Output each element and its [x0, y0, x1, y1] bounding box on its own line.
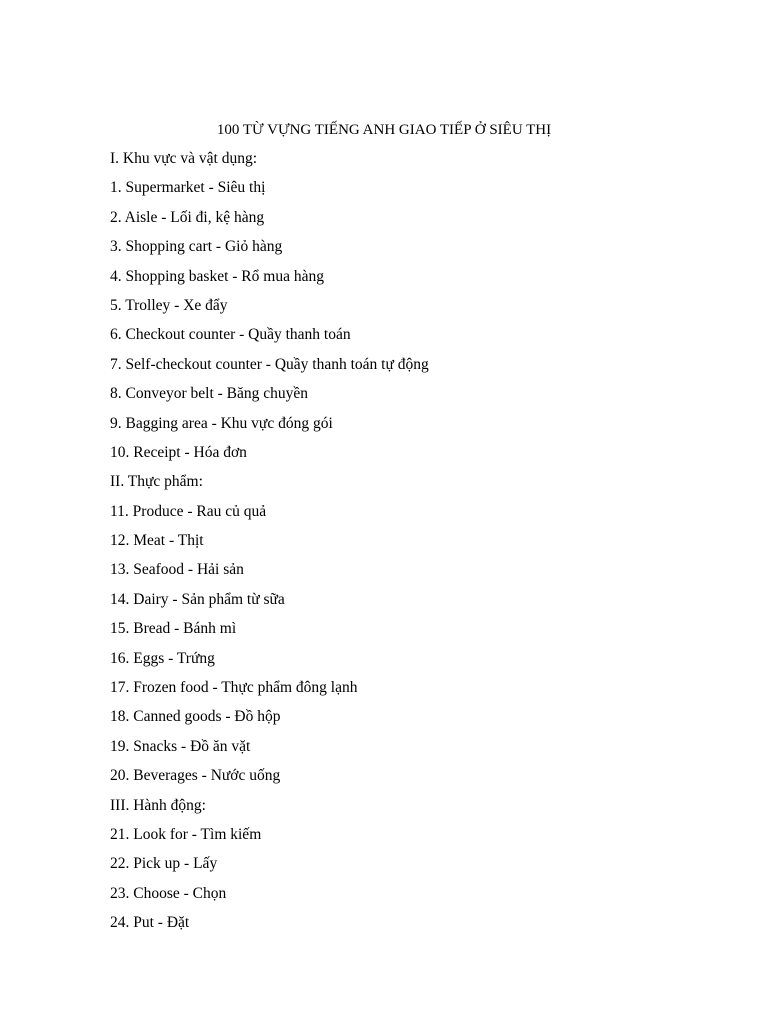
list-item: 18. Canned goods - Đồ hộp [110, 708, 281, 726]
list-item: 4. Shopping basket - Rổ mua hàng [110, 267, 324, 285]
list-item: 9. Bagging area - Khu vực đóng gói [110, 414, 333, 432]
list-item: 10. Receipt - Hóa đơn [110, 443, 247, 461]
document-title: 100 TỪ VỰNG TIẾNG ANH GIAO TIẾP Ở SIÊU THỊ [216, 122, 552, 138]
list-item: 5. Trolley - Xe đẩy [110, 296, 228, 314]
list-item: 16. Eggs - Trứng [110, 649, 215, 667]
list-item: 22. Pick up - Lấy [110, 855, 218, 873]
list-item: 6. Checkout counter - Quầy thanh toán [110, 326, 351, 344]
vocabulary-list [110, 149, 730, 943]
list-item: 1. Supermarket - Siêu thị [110, 179, 266, 197]
list-item: 8. Conveyor belt - Băng chuyền [110, 385, 309, 403]
section-heading: II. Thực phẩm: [110, 473, 203, 491]
section-heading: I. Khu vực và vật dụng: [110, 150, 258, 167]
list-item: 13. Seafood - Hải sản [110, 561, 244, 579]
list-item: 2. Aisle - Lối đi, kệ hàng [110, 208, 265, 226]
list-item: 15. Bread - Bánh mì [110, 620, 237, 638]
list-item: 20. Beverages - Nước uống [110, 767, 281, 785]
list-item: 12. Meat - Thịt [110, 532, 204, 550]
list-item: 23. Choose - Chọn [110, 884, 227, 902]
list-item: 19. Snacks - Đồ ăn vặt [110, 737, 251, 755]
list-item: 7. Self-checkout counter - Quầy thanh toán tự động [110, 355, 429, 373]
list-item: 14. Dairy - Sản phẩm từ sữa [110, 590, 285, 608]
list-item: 21. Look for - Tìm kiếm [110, 825, 262, 843]
list-item: 24. Put - Đặt [110, 914, 190, 932]
list-item: 11. Produce - Rau củ quả [110, 502, 267, 520]
list-item: 3. Shopping cart - Giỏ hàng [110, 238, 283, 256]
list-item: 17. Frozen food - Thực phẩm đông lạnh [110, 679, 358, 697]
section-heading: III. Hành động: [110, 796, 206, 814]
